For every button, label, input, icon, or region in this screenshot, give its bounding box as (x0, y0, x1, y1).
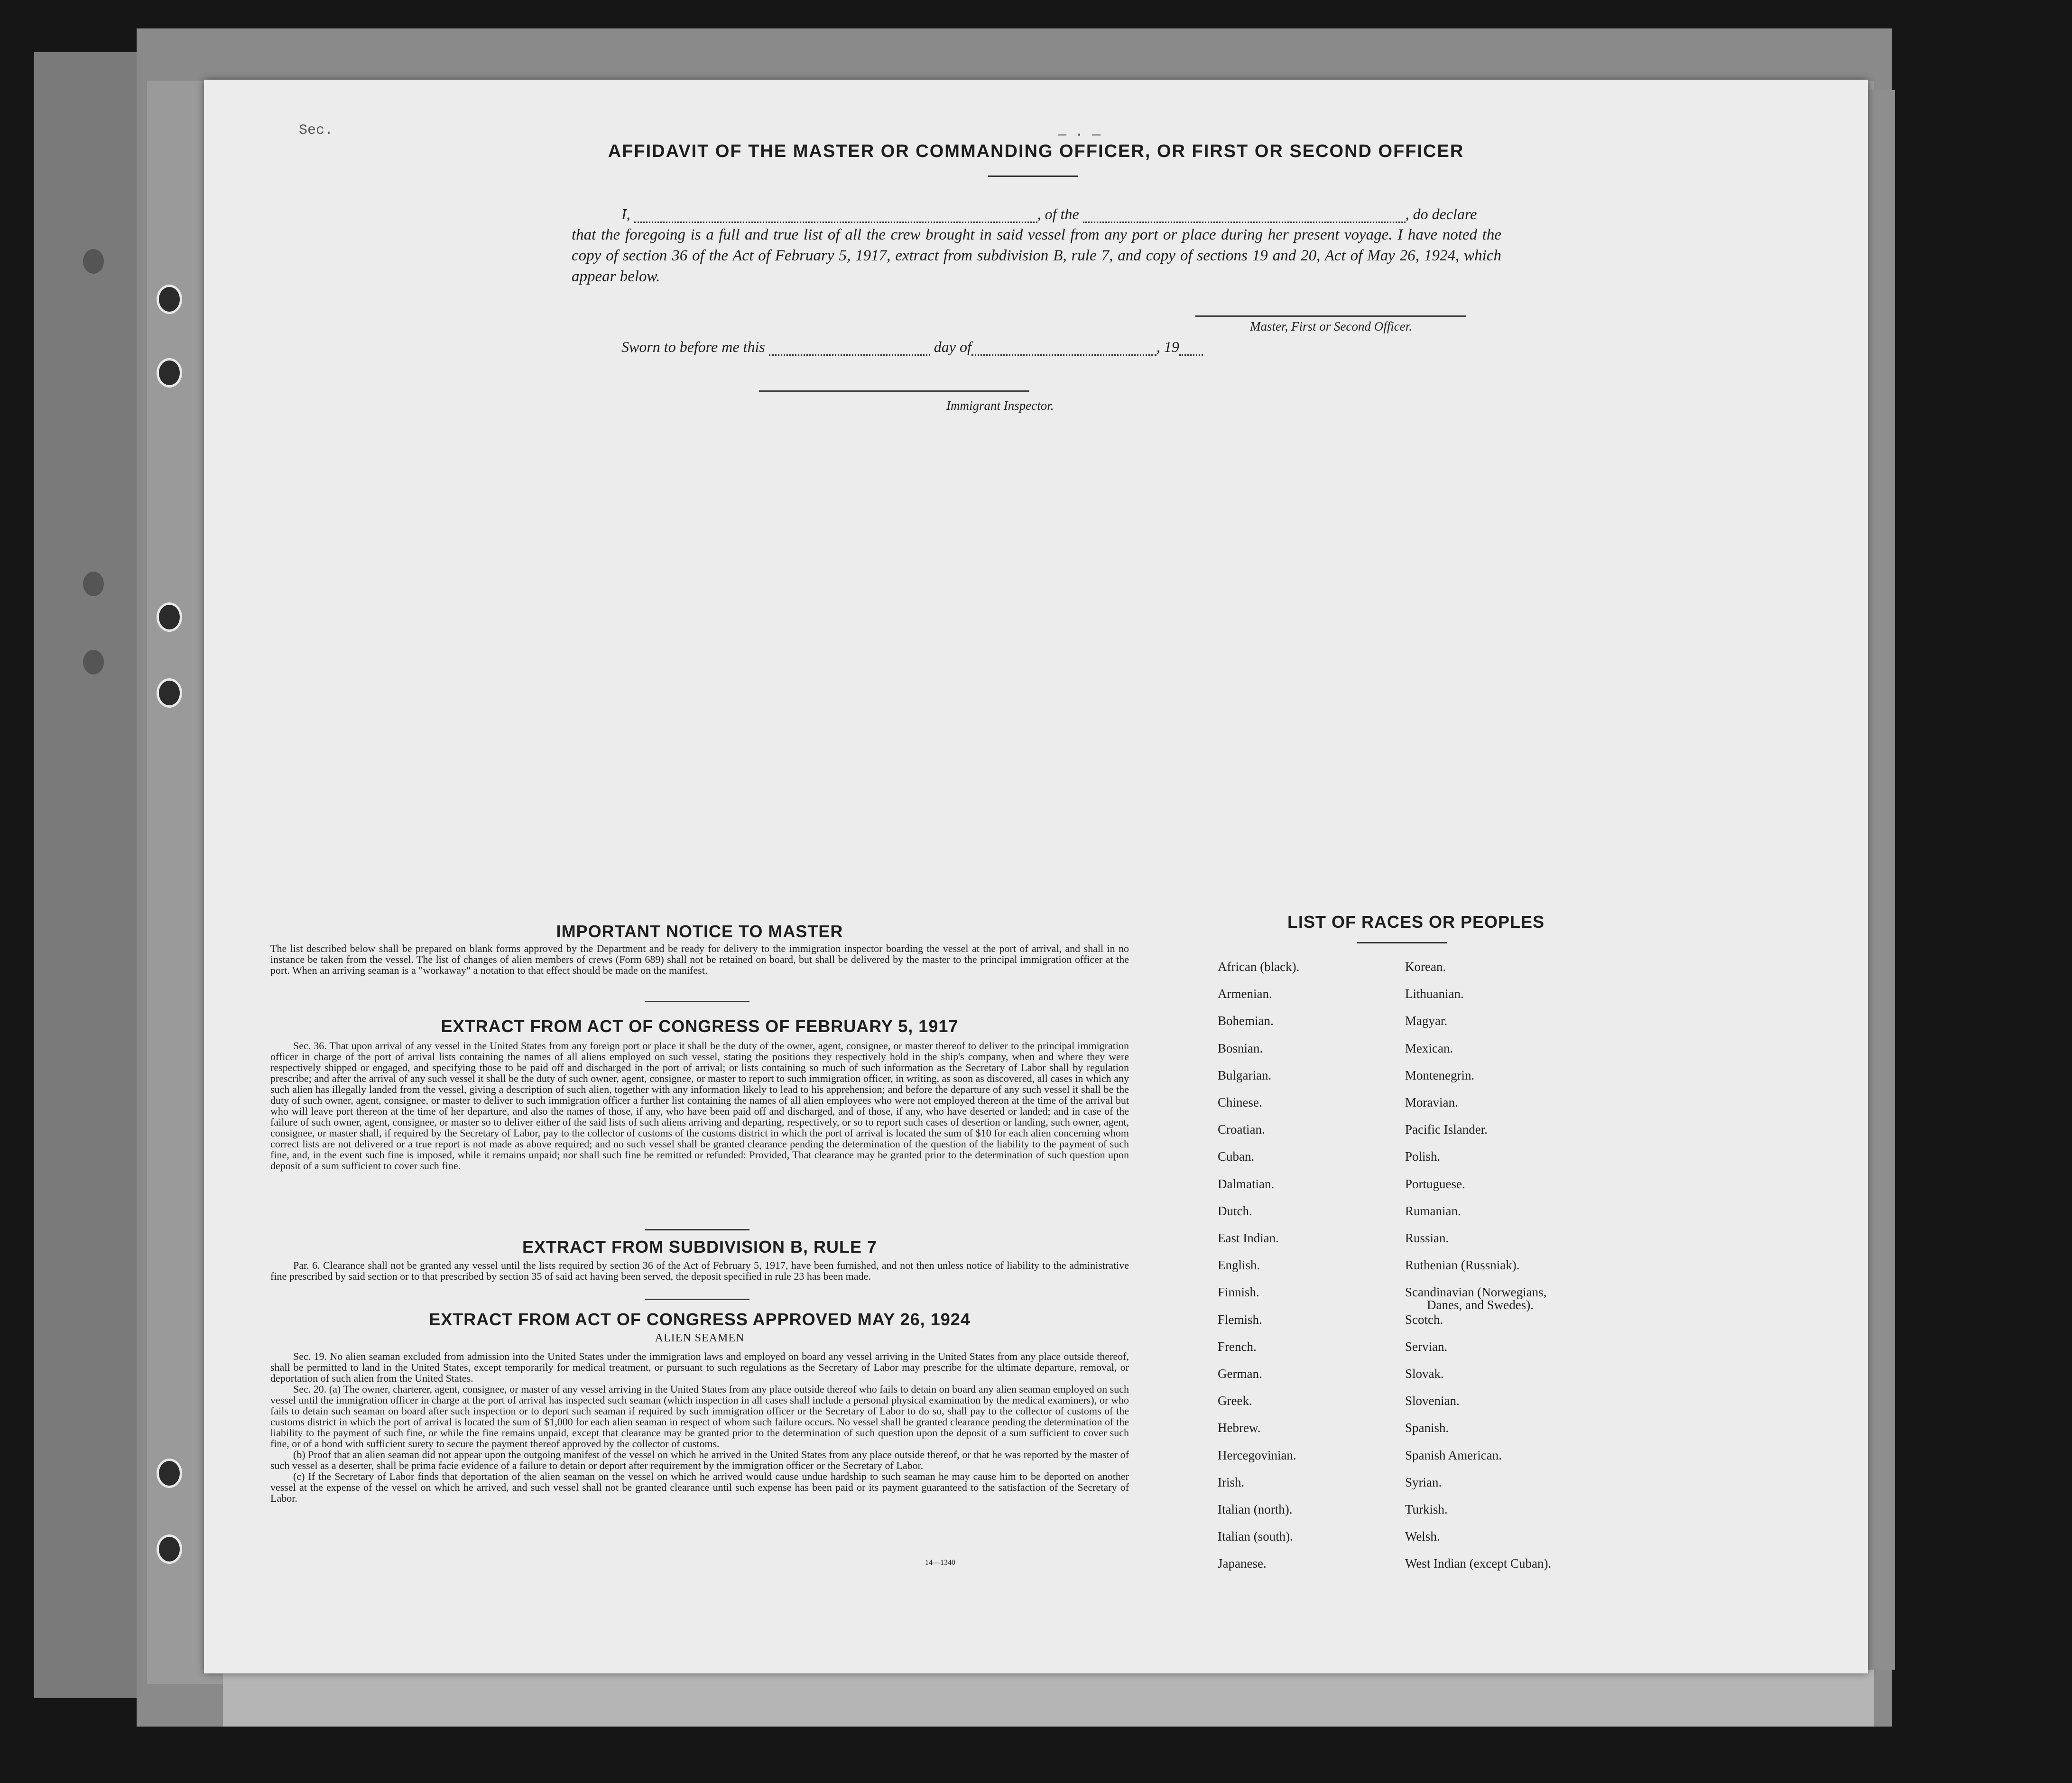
race-item: Bulgarian. (1218, 1068, 1272, 1082)
declaration-do-declare: , do declare (1405, 205, 1477, 222)
race-item: Moravian. (1405, 1095, 1458, 1109)
race-item: Syrian. (1405, 1475, 1442, 1489)
race-item: Scandinavian (Norwegians, (1405, 1285, 1547, 1300)
manifest-page (204, 80, 1868, 1673)
section-20a-text: Sec. 20. (a) The owner, charterer, agent, consignee, or master of any vessel arriving in the United States from any place outside thereof who fails to detain on board any alien seaman employed on such vessel until the immigration officer in charge at the port of arrival has inspected such seaman (which inspection in all cases shall include a personal physical examination by the medical examiners), or who fails to detain such seaman on board after such inspection or to deport such seaman if required by such immigration officer or the Secretary of Labor to do so, shall pay to the collector of customs of the customs district in which the port of arrival is located the sum of $1,000 for each alien seaman in respect of whom such failure occurs. No vessel shall be granted clearance pending the determination of the liability to the payment of such fine, or while the fine remains unpaid, except that clearance may be granted prior to the determination of such question upon the deposit of a sum sufficient to cover such fine, or of a bond with sufficient surety to secure the payment thereof approved by the collector of customs. (270, 1383, 1129, 1450)
paragraph-6-text: Par. 6. Clearance shall not be granted any vessel until the lists required by section 36 of the Act of February 5, 1917, have been furnished, and not then unless notice of liability to the administrative fine prescribed by said section or to that prescribed by section 35 of said act having been served, the deposit specified in rule 23 has been made. (270, 1259, 1129, 1282)
race-item: Polish. (1405, 1149, 1441, 1164)
race-item: Mexican. (1405, 1041, 1453, 1055)
master-signature-line[interactable] (1195, 315, 1466, 317)
binder-hole (81, 247, 106, 276)
notice-text: The list described below shall be prepared on blank forms approved by the Department and be ready for delivery to the immigration inspector boarding the vessel at the port of arrival, and shall in no instance be taken from the vessel. The list of changes of alien members of crews (Form 689) shall not be retained on board, but shall be delivered by the master to the principal immigration officer at the port. When an arriving seaman is a "workaway" a notation to that effect should be made on the manifest. (270, 942, 1129, 976)
race-item: Portuguese. (1405, 1176, 1465, 1191)
section-19-text: Sec. 19. No alien seaman excluded from admission into the United States under the immigration laws and employed on board any vessel arriving in the United States from any place outside thereof, shall be permitted to land in the United States, except temporarily for medical treatment, or pursuant to such regulations as the Secretary of Labor may prescribe for the ultimate departure, removal, or deportation of such alien from the United States. (270, 1350, 1129, 1384)
race-item: German. (1218, 1367, 1262, 1381)
race-item: Bohemian. (1218, 1014, 1274, 1028)
binder-hole (157, 358, 182, 388)
inspector-signature-label: Immigrant Inspector. (946, 398, 1054, 413)
race-item: Rumanian. (1405, 1203, 1461, 1218)
race-item: Spanish American. (1405, 1448, 1502, 1462)
affidavit-title: AFFIDAVIT OF THE MASTER OR COMMANDING OFFICER, OR FIRST OR SECOND OFFICER (608, 141, 1464, 161)
master-signature-label: Master, First or Second Officer. (1250, 319, 1412, 333)
race-item: Dutch. (1218, 1203, 1252, 1218)
race-item: Pacific Islander. (1405, 1122, 1488, 1137)
section-20c-text: (c) If the Secretary of Labor finds that deportation of the alien seaman on the vessel on which he arrived would cause undue hardship to such seaman he may cause him to be deported on another vessel at the expense of the vessel on which he arrived, and such vessel shall not be granted clearance until such expense has been paid or its payment guaranteed to the satisfaction of the Secretary of Labor. (270, 1470, 1129, 1504)
title-rule (988, 176, 1078, 177)
sworn-day-of: day of (934, 338, 971, 355)
race-item: African (black). (1218, 960, 1300, 974)
race-item: Slovak. (1405, 1367, 1444, 1381)
race-item: Japanese. (1218, 1556, 1267, 1571)
race-item: Hercegovinian. (1218, 1448, 1296, 1462)
race-item: Danes, and Swedes). (1427, 1298, 1534, 1312)
sworn-day-blank[interactable] (769, 340, 930, 356)
underlying-sheet-right (1867, 90, 1895, 1670)
race-item: West Indian (except Cuban). (1405, 1556, 1552, 1571)
declaration-of-the: , of the (1037, 205, 1079, 222)
extract-1917-title: EXTRACT FROM ACT OF CONGRESS OF FEBRUARY 5, 1917 (441, 1016, 959, 1036)
race-item: Spanish. (1405, 1421, 1449, 1435)
race-item: Russian. (1405, 1231, 1449, 1245)
race-item: Finnish. (1218, 1285, 1259, 1300)
race-item: Italian (south). (1218, 1529, 1293, 1544)
extract-rule7-title: EXTRACT FROM SUBDIVISION B, RULE 7 (522, 1237, 878, 1256)
race-item: Turkish. (1405, 1502, 1448, 1516)
extract-rule7-text (270, 1260, 1129, 1282)
section-36-text: Sec. 36. That upon arrival of any vessel in the United States from any foreign port or place it shall be the duty of the owner, agent, consignee, or master thereof to deliver to the principal immigration officer in charge of the port of arrival lists containing the names of all aliens employed on such vessel, stating the positions they respectively hold in the ship's company, when and where they were respectively shipped or engaged, and specifying those to be paid off and discharged in the port of arrival; or lists containing so much of such information as the Secretary of Labor shall by regulation prescribe; and after the arrival of any such vessel it shall be the duty of such owner, agent, consignee, or master to report to such immigration officer, in writing, as soon as discovered, all cases in which any such alien has illegally landed from the vessel, giving a description of such alien, together with any information likely to lead to his apprehension; and before the departure of any such vessel it shall be the duty of such owner, agent, consignee, or master to deliver to such immigration officer a further list containing the names of all alien employees who were not employed thereon at the time of the arrival but who will leave port thereon at the time of her departure, and also the names of those, if any, who have been paid off and discharged, and of those, if any, who have deserted or landed; and in case of the failure of such owner, agent, consignee, or master so to deliver either of the said lists of such aliens arriving and departing, respectively, or so to report such cases of desertion or landing, such owner, agent, consignee, or master shall, if required by the Secretary of Labor, pay to the collector of customs of the customs district in which the port of arrival is located the sum of $10 for each alien concerning whom correct lists are not delivered or a true report is not made as above required; and no such vessel shall be granted clearance pending the determination of the question of the liability to the payment of such fine, and, in the event such fine is imposed, while it remains unpaid; nor shall such fine be remitted or refunded: Provided, That clearance may be granted prior to the determination of such question upon deposit of a sum sufficient to cover such fine. (270, 1040, 1129, 1172)
sworn-year: , 19 (1156, 338, 1179, 355)
sheet-bottom-edge (223, 1670, 1874, 1727)
sworn-month-blank[interactable] (971, 340, 1156, 356)
declaration-i: I, (621, 205, 630, 222)
race-item: Greek. (1218, 1394, 1252, 1408)
race-item: Croatian. (1218, 1122, 1265, 1137)
race-item: Slovenian. (1405, 1394, 1460, 1408)
binder-hole (157, 1459, 182, 1488)
races-title: LIST OF RACES OR PEOPLES (1287, 912, 1545, 932)
margin-mark: Sec. (299, 122, 333, 139)
race-item: East Indian. (1218, 1231, 1279, 1245)
margin-mark: — · — (1058, 127, 1101, 143)
binder-hole (157, 602, 182, 632)
sworn-year-blank[interactable] (1179, 340, 1203, 356)
binder-hole (157, 1534, 182, 1564)
race-item: Scotch. (1405, 1312, 1443, 1327)
section-divider (645, 1299, 749, 1300)
race-item: Montenegrin. (1405, 1068, 1475, 1082)
race-item: Magyar. (1405, 1014, 1448, 1028)
binder-hole (81, 647, 106, 677)
race-item: Ruthenian (Russniak). (1405, 1258, 1520, 1273)
race-item: Dalmatian. (1218, 1176, 1275, 1191)
alien-seamen-subtitle: ALIEN SEAMEN (655, 1332, 745, 1344)
race-item: Chinese. (1218, 1095, 1262, 1109)
affidavit-paragraph: that the foregoing is a full and true list of all the crew brought in said vessel from any port or place during her present voyage. I have noted the copy of section 36 of the Act of February 5, 1917, extract from subdivision B, rule 7, and copy of sections 19 and 20, Act of May 26, 1924, which appear below. (572, 226, 1501, 285)
races-title-rule (1357, 942, 1447, 943)
sworn-prefix: Sworn to before me this (621, 338, 765, 355)
section-divider (645, 1001, 749, 1002)
notice-title: IMPORTANT NOTICE TO MASTER (556, 922, 843, 941)
race-item: Cuban. (1218, 1149, 1255, 1164)
race-item: Italian (north). (1218, 1502, 1293, 1516)
race-item: Bosnian. (1218, 1041, 1263, 1055)
declaration-line (621, 205, 1477, 223)
race-item: Welsh. (1405, 1529, 1440, 1544)
sworn-line (621, 338, 1203, 356)
inspector-signature-line[interactable] (759, 390, 1029, 392)
binder-hole (81, 569, 106, 599)
extract-1924-title: EXTRACT FROM ACT OF CONGRESS APPROVED MAY 26, 1924 (429, 1310, 971, 1329)
race-item: French. (1218, 1339, 1257, 1354)
binder-hole (157, 678, 182, 708)
section-20b-text: (b) Proof that an alien seaman did not appear upon the outgoing manifest of the vessel on which he arrived in the United States from any place outside thereof, or that he was reported by the master of such vessel as a deserter, shall be prima facie evidence of a failure to detain or deport after requirement by the immigration officer or the Secretary of Labor. (270, 1449, 1129, 1471)
extract-1924-text (270, 1351, 1129, 1504)
race-item: Irish. (1218, 1475, 1245, 1489)
vessel-name-blank[interactable] (1083, 207, 1406, 223)
race-item: Lithuanian. (1405, 987, 1464, 1001)
section-divider (645, 1229, 749, 1230)
race-item: Korean. (1405, 960, 1446, 974)
binder-hole (157, 285, 182, 314)
master-name-blank[interactable] (634, 207, 1037, 223)
race-item: Hebrew. (1218, 1421, 1261, 1435)
race-item: Servian. (1405, 1339, 1448, 1354)
extract-1917-text (270, 1040, 1129, 1171)
race-item: English. (1218, 1258, 1260, 1273)
race-item: Armenian. (1218, 987, 1272, 1001)
form-number: 14—1340 (925, 1559, 955, 1567)
race-item: Flemish. (1218, 1312, 1262, 1327)
underlying-sheet-left (34, 52, 143, 1698)
